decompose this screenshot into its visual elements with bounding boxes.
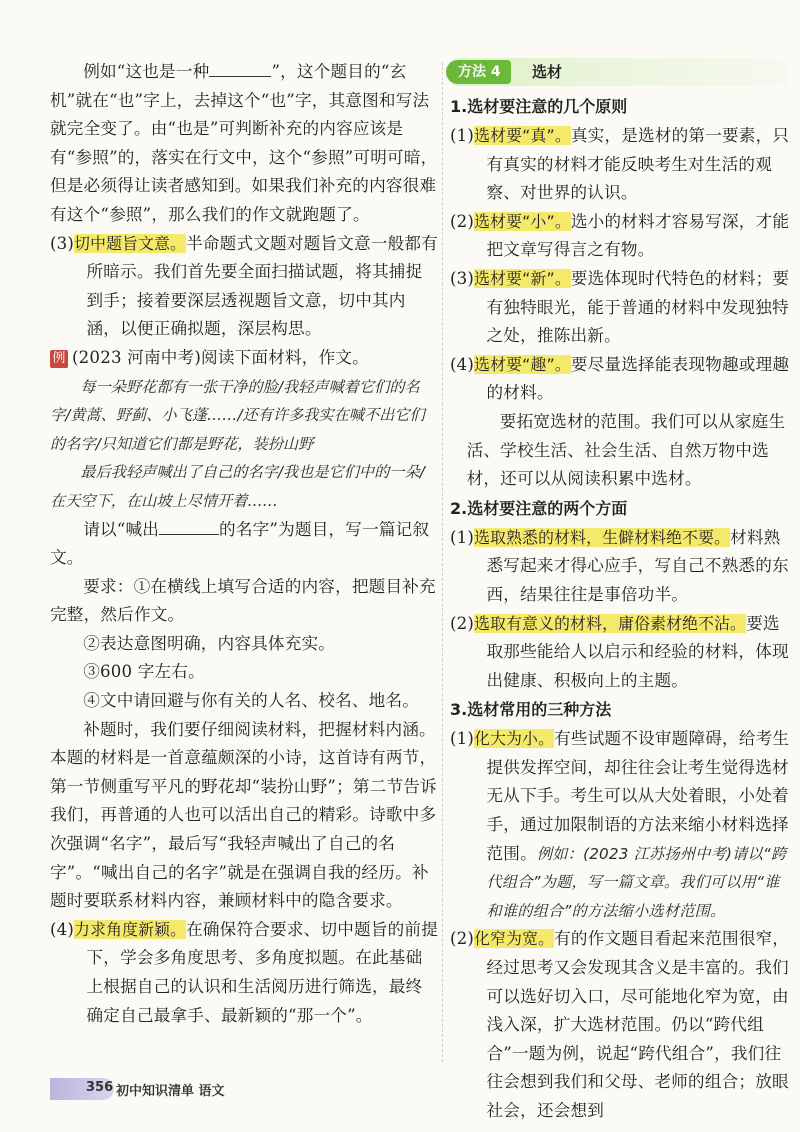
example-heading xyxy=(50,344,438,373)
analysis-paragraph: 补题时，我们要仔细阅读材料，把握材料内涵。本题的材料是一首意蕴颇深的小诗，这首诗有两节，第一节侧重写平凡的野花却“装扮山野”；第二节告诉我们，再普通的人也可以活出自己的精彩。诗歌中多次强调“名字”，最后写“我轻声喊出了自己的名字”。“喊出自己的名字”就是在强调自我的经历。补题时要联系材料内容，兼顾材料中的隐含要求。 xyxy=(50,719,437,911)
highlight-phrase: 选取熟悉的材料，生僻材料绝不要。 xyxy=(474,527,731,547)
list-item xyxy=(450,265,790,351)
item-number: (3) xyxy=(450,268,475,288)
section-1-note: 要拓宽选材的范围。我们可以从家庭生活、学校生活、社会生活、自然万物中选材，还可以从阅读积累中选材。 xyxy=(466,411,786,489)
book-title: 初中知识清单 语文 xyxy=(116,1084,225,1099)
item-text: 半命题式文题对题旨文意一般都有所暗示。我们首先要全面扫描试题，将其捕捉到手；接着要深层透视题旨文意，切中其内涵，以便正确拟题，深层构思。 xyxy=(86,233,438,339)
poem-stanza-2: 最后我轻声喊出了自己的名字/我也是它们中的一朵/在天空下，在山坡上尽情开着…… xyxy=(50,463,425,510)
item-number: (4) xyxy=(50,919,75,939)
example-text: (2023 河南中考)阅读下面材料，作文。 xyxy=(72,347,369,367)
item-text: 材料熟悉写起来才得心应手，写自己不熟悉的东西，结果往往是事倍功半。 xyxy=(486,527,789,604)
method-title: 选材 xyxy=(532,63,563,81)
requirement-4: ④文中请回避与你有关的人名、校名、地名。 xyxy=(83,691,420,711)
item-text: 真实，是选材的第一要素，只有真实的材料才能反映考生对生活的观察、对世界的认识。 xyxy=(486,126,790,203)
requirement-2: ②表达意图明确，内容具体充实。 xyxy=(83,633,336,653)
fill-blank-line xyxy=(159,520,219,535)
item-text: 在确保符合要求、切中题旨的前提下，学会多角度思考、多角度拟题。在此基础上根据自己的认识和生活阅历进行筛选，最终确定自己最拿手、最新颖的“那一个”。 xyxy=(86,919,438,1025)
highlight-phrase: 力求角度新颖。 xyxy=(74,919,187,939)
highlight-phrase: 选材要“小”。 xyxy=(474,211,571,231)
poem-stanza-1: 每一朵野花都有一张干净的脸/我轻声喊着它们的名字/黄蒿、野蓟、小飞蓬……/还有许多我实在喊不出它们的名字/只知道它们都是野花，装扮山野 xyxy=(50,377,425,453)
item-number: (4) xyxy=(450,354,475,374)
intro-text-b: ”，这个题目的“玄机”就在“也”字上，去掉这个“也”字，其意图和写法就完全变了。由“也是”可判断补充的内容应该是有“参照”的，落实在行文中，这个“参照”可明可暗，但是必须得让读者感知到。如果我们补充的内容很难有这个“参照”，那么我们的作文就跑题了。 xyxy=(50,62,438,224)
highlight-phrase: 选材要“新”。 xyxy=(474,268,571,288)
item-text: 要选取那些能给人以启示和经验的材料，体现出健康、积极向上的主题。 xyxy=(486,613,789,690)
item-text: 有的作文题目看起来范围很窄，经过思考又会发现其含义是丰富的。我们可以选好切入口，尽可能地化窄为宽，由浅入深，扩大选材范围。仍以“跨代组合”一题为例，说起“跨代组合”，我们往往会想到我们和父母、老师的组合；放眼社会，还会想到 xyxy=(486,929,790,1120)
item-text: 要尽量选择能表现物趣或理趣的材料。 xyxy=(486,354,790,403)
list-item-3 xyxy=(50,230,438,344)
list-item xyxy=(450,351,790,408)
section-3-title: 3.选材常用的三种方法 xyxy=(450,700,612,720)
task-text-b: 的名字”为题目，写一篇记叙文。 xyxy=(50,519,430,568)
item-number: (2) xyxy=(450,929,475,949)
highlight-phrase: 化大为小。 xyxy=(474,729,555,749)
left-column xyxy=(50,58,438,1030)
section-1-title: 1.选材要注意的几个原则 xyxy=(450,97,628,116)
list-item xyxy=(450,524,790,610)
item-number: (1) xyxy=(450,729,475,749)
list-item-4 xyxy=(50,916,438,1030)
list-item xyxy=(450,122,790,208)
column-divider xyxy=(442,62,443,1062)
task-prompt xyxy=(50,516,438,573)
task-text-a: 请以“喊出 xyxy=(83,519,160,539)
paragraph-intro xyxy=(50,58,438,230)
item-number: (2) xyxy=(450,211,475,231)
item-text: 有些试题不设审题障碍，给考生提供发挥空间，却往往会让考生觉得选材无从下手。考生可以从大处着眼，小处着手，通过加限制语的方法来缩小材料选择范围。 xyxy=(486,729,790,863)
method-tag: 方法 4 xyxy=(446,60,511,84)
highlight-phrase: 选材要“真”。 xyxy=(474,126,571,145)
section-2-title: 2.选材要注意的两个方面 xyxy=(450,498,628,518)
requirement-3: ③600 字左右。 xyxy=(83,662,205,682)
list-item xyxy=(450,610,790,696)
highlight-phrase: 切中题旨文意。 xyxy=(74,233,187,253)
section-2-list xyxy=(450,524,790,696)
item-number: (1) xyxy=(450,527,475,547)
item-text: 选小的材料才容易写深，才能把文章写得言之有物。 xyxy=(486,211,790,260)
page-number: 356 xyxy=(86,1080,114,1095)
right-column xyxy=(450,58,790,1126)
list-item xyxy=(450,925,790,1125)
highlight-phrase: 化窄为宽。 xyxy=(474,929,555,949)
item-number: (2) xyxy=(450,613,475,633)
highlight-phrase: 选材要“趣”。 xyxy=(474,354,571,374)
item-text: 要选体现时代特色的材料；要有独特眼光，能于普通的材料中发现独特之处，推陈出新。 xyxy=(486,268,790,346)
item-number: (1) xyxy=(450,126,475,145)
section-1-list xyxy=(450,122,790,408)
fill-blank-line xyxy=(209,62,271,77)
requirement-1: 要求：①在横线上填写合适的内容，把题目补充完整，然后作文。 xyxy=(50,576,436,625)
item-number: (3) xyxy=(50,233,75,253)
list-item xyxy=(450,725,790,925)
method-header xyxy=(446,58,790,86)
list-item xyxy=(450,208,790,265)
intro-text-a: 例如“这也是一种 xyxy=(83,62,210,81)
example-icon: 例 xyxy=(50,350,68,368)
highlight-phrase: 选取有意义的材料，庸俗素材绝不沾。 xyxy=(474,613,747,633)
example-text: 例如：(2023 江苏扬州中考)请以“跨代组合”为题，写一篇文章。我们可以用“谁和谁的组合”的方法缩小选材范围。 xyxy=(486,844,787,920)
